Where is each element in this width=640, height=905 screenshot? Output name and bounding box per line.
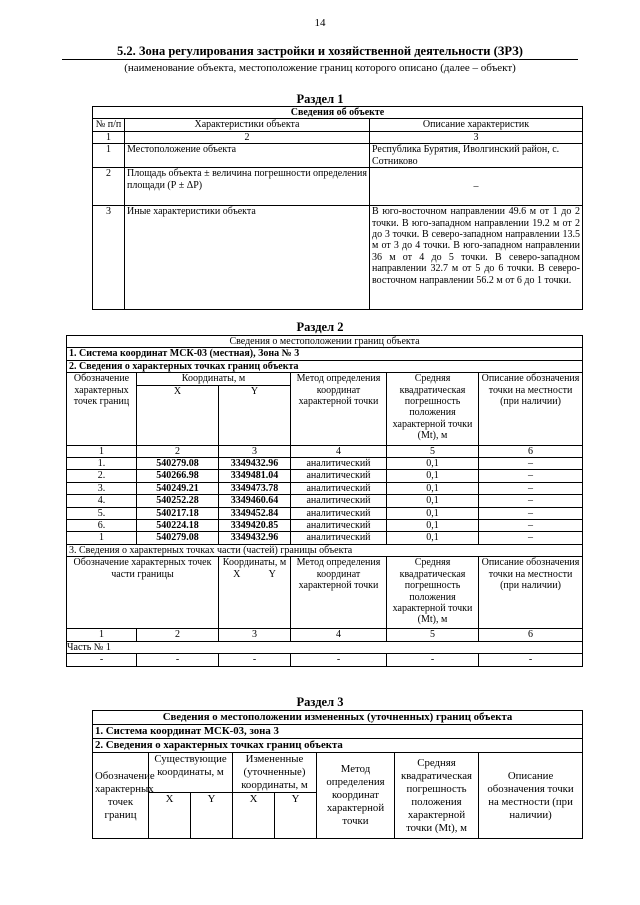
s3-header-existing-y: Y [191, 793, 233, 839]
point-description: – [479, 458, 583, 470]
s2-part-header-point: Обозначение характерных точек части границы [67, 557, 219, 629]
table-row [67, 470, 583, 482]
point-error: 0,1 [387, 495, 479, 507]
s1-header-characteristic: Характеристики объекта [125, 119, 370, 131]
s2-colnum: 2 [137, 445, 219, 457]
point-description: – [479, 507, 583, 519]
s3-caption: Сведения о местоположении измененных (уточненных) границ объекта [93, 711, 583, 725]
s3-header-method: Метод определения координат характерной точки [317, 753, 395, 839]
section-3-table [92, 710, 583, 839]
section-2-table [66, 335, 583, 667]
point-description: – [479, 532, 583, 544]
s2-header-error: Средняя квадратическая погрешность положения характерной точки (Mt), м [387, 373, 479, 445]
s3-header-existing: Существующие координаты, м [149, 753, 233, 793]
s2-caption: Сведения о местоположении границ объекта [67, 336, 583, 348]
s3-header-changed: Измененные (уточненные) координаты, м [233, 753, 317, 793]
table-row [67, 520, 583, 532]
point-id: 6. [67, 520, 137, 532]
section-1-heading: Раздел 1 [296, 92, 344, 106]
s1-colnum: 1 [93, 131, 125, 143]
s1-row-characteristic: Местоположение объекта [125, 144, 370, 168]
s3-points-title: 2. Сведения о характерных точках границ объекта [93, 739, 583, 753]
point-id: 4. [67, 495, 137, 507]
s3-header-point: Обозначение характерных точек границ [93, 753, 149, 839]
point-error: 0,1 [387, 482, 479, 494]
s1-caption: Сведения об объекте [93, 107, 583, 119]
s2-part-colnum: 6 [479, 629, 583, 641]
point-x: 540266.98 [137, 470, 219, 482]
part-cell: - [479, 654, 583, 666]
part-cell: - [219, 654, 291, 666]
table-row [93, 168, 583, 206]
s1-colnum: 3 [370, 131, 583, 143]
s3-header-description: Описание обозначения точки на местности (при наличии) [479, 753, 583, 839]
s3-header-error: Средняя квадратическая погрешность положения характерной точки (Mt), м [395, 753, 479, 839]
table-row [67, 482, 583, 494]
s1-row-num: 2 [93, 168, 125, 206]
point-error: 0,1 [387, 470, 479, 482]
point-id: 1 [67, 532, 137, 544]
s2-header-point: Обозначение характерных точек границ [67, 373, 137, 445]
page-title: 5.2. Зона регулирования застройки и хозяйственной деятельности (ЗРЗ) [117, 44, 523, 58]
point-description: – [479, 470, 583, 482]
s2-part-colnum: 4 [291, 629, 387, 641]
page-subtitle: (наименование объекта, местоположение границ которого описано (далее – объект) [124, 62, 516, 74]
s2-part-header-description: Описание обозначения точки на местности (при наличии) [479, 557, 583, 629]
point-x: 540279.08 [137, 458, 219, 470]
point-id: 3. [67, 482, 137, 494]
part-cell: - [67, 654, 137, 666]
s1-row-num: 3 [93, 206, 125, 310]
s2-header-coords: Координаты, м [137, 373, 291, 385]
s2-points-title: 2. Сведения о характерных точках границ объекта [67, 360, 583, 372]
table-row [67, 507, 583, 519]
s2-part-colnum: 3 [219, 629, 291, 641]
point-method: аналитический [291, 482, 387, 494]
section-2-heading: Раздел 2 [296, 320, 344, 334]
point-description: – [479, 482, 583, 494]
s2-colnum: 5 [387, 445, 479, 457]
s1-row-description: В юго-восточном направлении 49.6 м от 1 до 2 точки. В юго-западном направлении 19.2 м от 2 до 3 точки. В северо-западном направлении 13.5 м от 3 до 4 точки. В юго-западном направлении 36 м от 4 до 5 точки. В северо-западном направлении 32.7 м от 5 до 6 точки. В северо-восточном направлении 56.2 м от 6 до 1 точки. [370, 206, 583, 310]
s2-part-colnum: 5 [387, 629, 479, 641]
s2-colnum: 3 [219, 445, 291, 457]
s2-header-y: Y [219, 385, 291, 445]
point-id: 2. [67, 470, 137, 482]
point-id: 5. [67, 507, 137, 519]
point-description: – [479, 520, 583, 532]
point-error: 0,1 [387, 458, 479, 470]
s2-part-header-error: Средняя квадратическая погрешность положения характерной точки (Mt), м [387, 557, 479, 629]
point-error: 0,1 [387, 520, 479, 532]
s2-part-header-y: Y [268, 568, 276, 580]
s2-coordinate-system: 1. Система координат МСК-03 (местная), Зона № 3 [67, 348, 583, 360]
s3-header-changed-x: X [233, 793, 275, 839]
table-row [67, 458, 583, 470]
point-x: 540252.28 [137, 495, 219, 507]
part-cell: - [291, 654, 387, 666]
s3-header-changed-y: Y [275, 793, 317, 839]
table-row [67, 532, 583, 544]
s2-part-colnum: 1 [67, 629, 137, 641]
point-method: аналитический [291, 532, 387, 544]
point-id: 1. [67, 458, 137, 470]
point-y: 3349452.84 [219, 507, 291, 519]
part-cell: - [387, 654, 479, 666]
part-cell: - [137, 654, 219, 666]
s2-part-header-coords [219, 557, 291, 629]
table-row [67, 495, 583, 507]
s2-part-header-method: Метод определения координат характерной точки [291, 557, 387, 629]
s2-part-header-x: X [233, 568, 241, 580]
point-y: 3349432.96 [219, 458, 291, 470]
page-number: 14 [314, 17, 326, 29]
s3-coordinate-system: 1. Система координат МСК-03, зона 3 [93, 725, 583, 739]
s2-header-description: Описание обозначения точки на местности (при наличии) [479, 373, 583, 445]
s2-header-method: Метод определения координат характерной точки [291, 373, 387, 445]
table-row [93, 144, 583, 168]
s3-header-existing-x: X [149, 793, 191, 839]
point-error: 0,1 [387, 507, 479, 519]
table-row [93, 206, 583, 310]
point-method: аналитический [291, 458, 387, 470]
table-row [67, 654, 583, 666]
point-x: 540224.18 [137, 520, 219, 532]
s1-row-characteristic: Иные характеристики объекта [125, 206, 370, 310]
s2-colnum: 6 [479, 445, 583, 457]
s2-part-header-coords-label: Координаты, м [222, 557, 287, 569]
s2-part-title: 3. Сведения о характерных точках части (частей) границы объекта [67, 544, 583, 556]
section-3-heading: Раздел 3 [296, 695, 344, 709]
point-y: 3349432.96 [219, 532, 291, 544]
point-method: аналитический [291, 520, 387, 532]
s1-row-characteristic: Площадь объекта ± величина погрешности определения площади (Р ± ΔР) [125, 168, 370, 206]
point-x: 540249.21 [137, 482, 219, 494]
s2-part-colnum: 2 [137, 629, 219, 641]
s2-part-label: Часть № 1 [67, 641, 583, 653]
s1-row-description: Республика Бурятия, Иволгинский район, с. Сотниково [370, 144, 583, 168]
point-description: – [479, 495, 583, 507]
s1-row-num: 1 [93, 144, 125, 168]
s2-header-x: X [137, 385, 219, 445]
point-method: аналитический [291, 495, 387, 507]
point-error: 0,1 [387, 532, 479, 544]
point-y: 3349420.85 [219, 520, 291, 532]
point-method: аналитический [291, 470, 387, 482]
point-x: 540279.08 [137, 532, 219, 544]
s1-colnum: 2 [125, 131, 370, 143]
s1-row-description: – [370, 168, 583, 206]
point-y: 3349481.04 [219, 470, 291, 482]
section-1-table [92, 106, 583, 310]
point-x: 540217.18 [137, 507, 219, 519]
s1-header-description: Описание характеристик [370, 119, 583, 131]
s2-colnum: 4 [291, 445, 387, 457]
point-y: 3349473.78 [219, 482, 291, 494]
point-y: 3349460.64 [219, 495, 291, 507]
s1-header-num: № п/п [93, 119, 125, 131]
s2-colnum: 1 [67, 445, 137, 457]
title-underline [62, 59, 578, 60]
point-method: аналитический [291, 507, 387, 519]
